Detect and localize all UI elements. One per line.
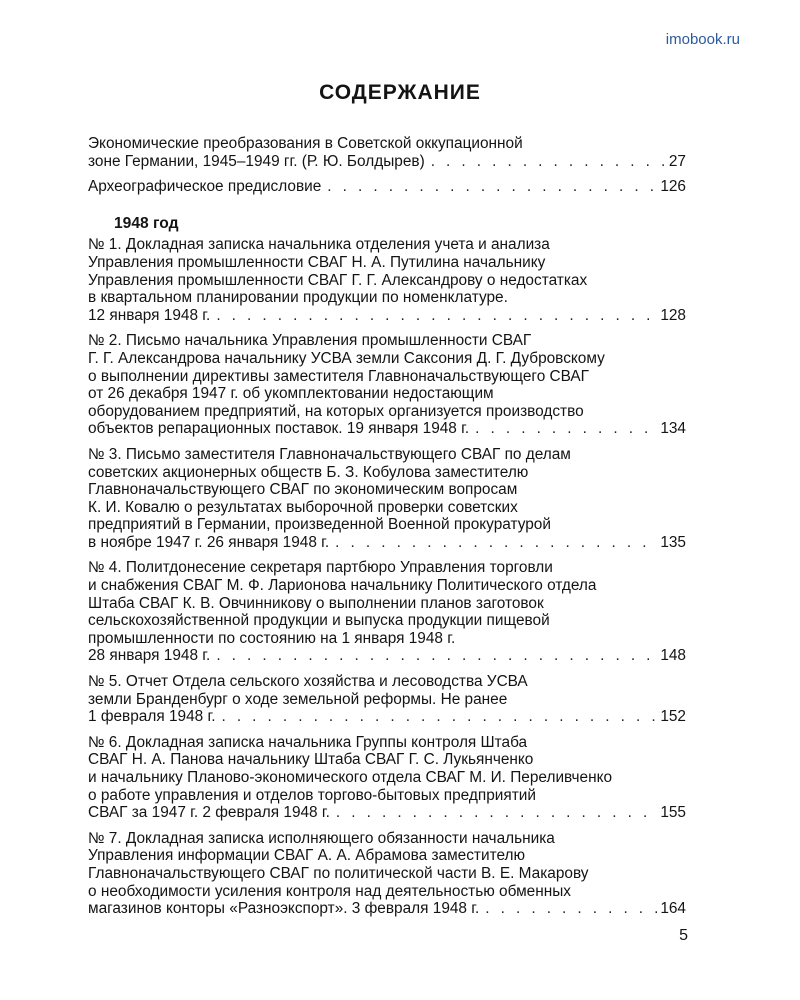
toc-entry-last-line [88,647,686,665]
section-heading: 1948 год [114,214,179,232]
toc-entry-line: оборудованием предприятий, на которых организуется производство [88,402,584,420]
toc-page-number: 128 [660,306,686,324]
page-title: СОДЕРЖАНИЕ [319,81,481,104]
toc-entry-text: объектов репарационных поставок. 19 января 1948 г. [88,420,470,438]
document-entries [88,236,686,917]
dot-leader [485,900,657,918]
toc-entry-last-line [88,804,686,822]
toc-page-number: 126 [660,178,686,196]
toc-page-number: 148 [660,647,686,665]
toc-entry-line: СВАГ Н. А. Панова начальнику Штаба СВАГ Г. С. Лукьянченко [88,751,534,769]
toc-entry-text: зоне Германии, 1945–1949 гг. (Р. Ю. Болдырев) [88,152,425,170]
toc-entry-text: 1 февраля 1948 г. [88,708,216,726]
toc-entry-line: от 26 декабря 1947 г. об укомплектовании недостающим [88,385,494,403]
toc-entry-line: Главноначальствующего СВАГ по политической части В. Е. Макарову [88,864,589,882]
toc-entry-line: сельскохозяйственной продукции и выпуска продукции пищевой [88,612,550,630]
toc-entry-line: Г. Г. Александрова начальнику УСВА земли Саксония Д. Г. Дубровскому [88,349,605,367]
toc-entry-line: № 6. Докладная записка начальника Группы контроля Штаба [88,733,528,751]
toc-entry-line: Управления промышленности СВАГ Г. Г. Александрову о недостатках [88,271,588,289]
dot-leader [221,708,657,726]
toc-entry-line: № 4. Политдонесение секретаря партбюро Управления торговли [88,559,553,577]
dot-leader [475,420,657,438]
toc-entry-line: о необходимости усиления контроля над деятельностью обменных [88,882,571,900]
toc-entry-line: Главноначальствующего СВАГ по экономическим вопросам [88,481,518,499]
toc-entry-line: Управления промышленности СВАГ Н. А. Путилина начальнику [88,253,546,271]
toc-entry-line: № 7. Докладная записка исполняющего обязанности начальника [88,829,555,847]
toc-entry-line: в квартальном планировании продукции по номенклатуре. [88,289,508,307]
toc-entry-last-line [88,420,686,438]
toc-entry-last-line [88,307,686,325]
toc-entry-line: о работе управления и отделов торгово-бытовых предприятий [88,786,536,804]
dot-leader [216,647,657,665]
toc-page-number: 135 [660,533,686,551]
toc-entry [88,135,686,170]
toc-entry [88,178,686,196]
toc-entry [88,830,686,918]
toc-entry [88,673,686,726]
toc-entry-last-line [88,534,686,552]
toc-entry-text: 28 января 1948 г. [88,647,211,665]
toc-entry-last-line [88,178,686,196]
toc-entry-line: Штаба СВАГ К. В. Овчинникову о выполнении планов заготовок [88,594,544,612]
dot-leader [216,307,657,325]
toc-page-number: 134 [660,420,686,438]
toc-entry-line: предприятий в Германии, произведенной Военной прокуратурой [88,516,551,534]
toc-entry-line: и снабжения СВАГ М. Ф. Ларионова начальнику Политического отдела [88,577,597,595]
intro-entries [88,135,686,196]
toc-entry-line: советских акционерных обществ Б. З. Кобулова заместителю [88,463,529,481]
toc-entry-line: № 2. Письмо начальника Управления промышленности СВАГ [88,332,532,350]
dot-leader [327,178,657,196]
toc-page-number: 155 [660,804,686,822]
toc-entry-last-line [88,708,686,726]
toc-entry-text: магазинов конторы «Разноэкспорт». 3 февраля 1948 г. [88,900,480,918]
toc-entry-line: земли Бранденбург о ходе земельной реформы. Не ранее [88,690,508,708]
dot-leader [335,534,657,552]
table-of-contents [88,135,686,926]
toc-entry-line: № 5. Отчет Отдела сельского хозяйства и лесоводства УСВА [88,673,528,691]
toc-entry-last-line [88,900,686,918]
toc-entry-line: № 1. Докладная записка начальника отделения учета и анализа [88,236,550,254]
toc-entry [88,559,686,665]
toc-entry-text: в ноябре 1947 г. 26 января 1948 г. [88,533,330,551]
toc-entry-line: Экономические преобразования в Советской оккупационной [88,135,523,152]
toc-entry [88,236,686,324]
toc-page-number: 27 [668,152,686,170]
toc-entry-line: Управления информации СВАГ А. А. Абрамова заместителю [88,847,526,865]
toc-entry-text: 12 января 1948 г. [88,306,211,324]
dot-leader [431,153,666,171]
toc-entry-line: № 3. Письмо заместителя Главноначальствующего СВАГ по делам [88,445,571,463]
toc-entry-line: о выполнении директивы заместителя Главноначальствующего СВАГ [88,367,590,385]
toc-page-number: 164 [660,900,686,918]
watermark-text: imobook.ru [665,31,740,48]
toc-entry-line: промышленности по состоянию на 1 января 1948 г. [88,629,456,647]
dot-leader [336,804,657,822]
toc-entry [88,332,686,438]
toc-entry-text: СВАГ за 1947 г. 2 февраля 1948 г. [88,804,330,822]
page-number: 5 [679,927,688,944]
toc-entry [88,446,686,552]
toc-entry-line: К. И. Ковалю о результатах выборочной проверки советских [88,498,518,516]
toc-entry-last-line [88,153,686,171]
toc-entry [88,734,686,822]
toc-page-number: 152 [660,708,686,726]
toc-entry-line: и начальнику Планово-экономического отдела СВАГ М. И. Переливченко [88,769,613,786]
toc-entry-text: Археографическое предисловие [88,178,322,196]
